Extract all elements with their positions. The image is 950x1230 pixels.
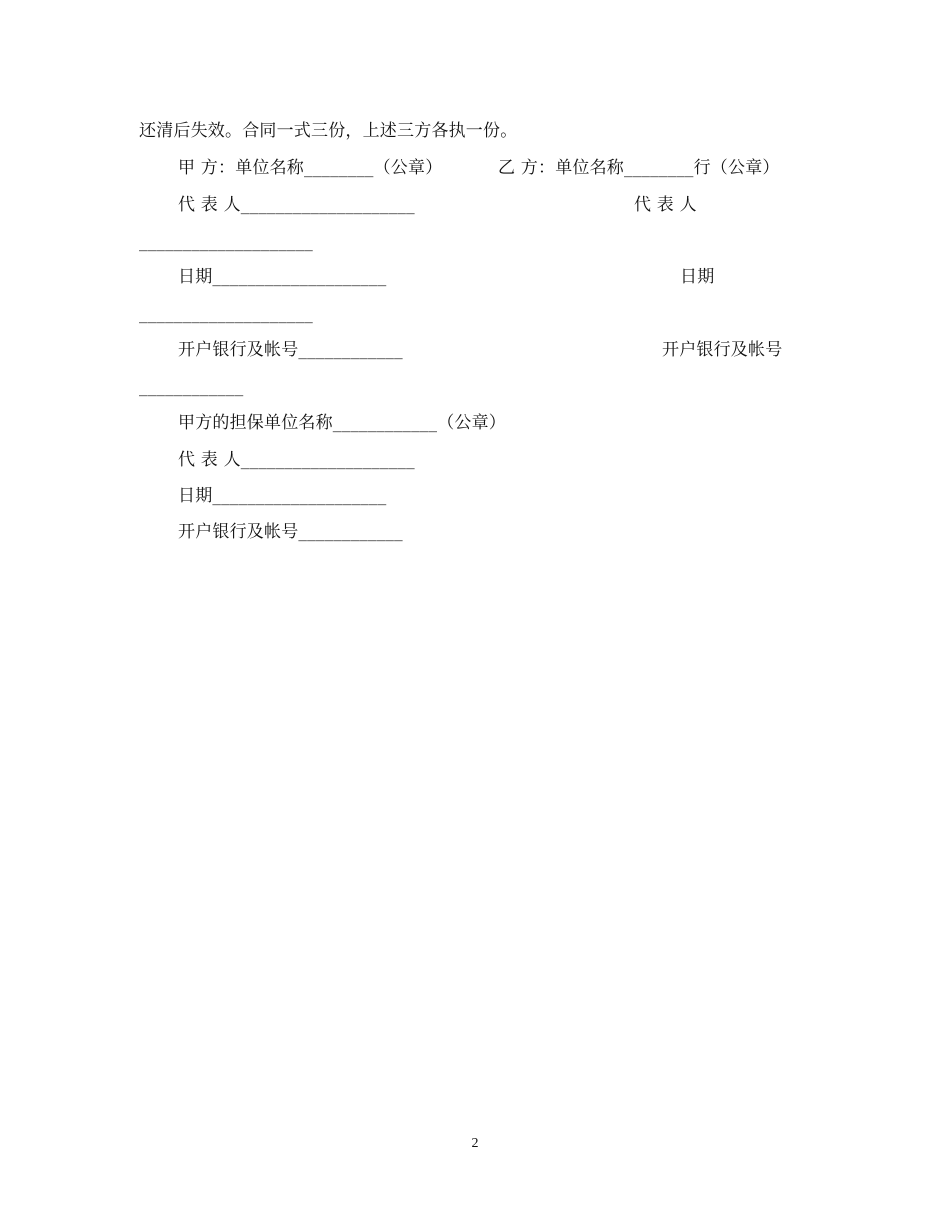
party-a-bank-account-line: 开户银行及帐号____________ bbox=[178, 340, 403, 360]
closing-paragraph-line: 还清后失效。合同一式三份，上述三方各执一份。 bbox=[139, 121, 518, 141]
guarantor-unit-name-line: 甲方的担保单位名称____________（公章） bbox=[178, 413, 506, 433]
party-b-unit-name-line: 乙 方：单位名称________行（公章） bbox=[498, 158, 780, 178]
party-b-date-blank: ____________________ bbox=[139, 304, 313, 324]
party-a-unit-name-line: 甲 方：单位名称________（公章） bbox=[178, 158, 443, 178]
party-b-bank-account-blank: ____________ bbox=[139, 377, 244, 397]
party-b-representative-blank: ____________________ bbox=[139, 232, 313, 252]
guarantor-representative-line: 代 表 人____________________ bbox=[178, 450, 415, 470]
page-number: 2 bbox=[471, 1136, 479, 1151]
party-b-representative-label: 代 表 人 bbox=[634, 195, 697, 215]
party-b-bank-account-label: 开户银行及帐号 bbox=[662, 340, 783, 360]
guarantor-bank-account-line: 开户银行及帐号____________ bbox=[178, 522, 403, 542]
guarantor-date-line: 日期____________________ bbox=[178, 486, 387, 506]
party-a-representative-line: 代 表 人____________________ bbox=[178, 195, 415, 215]
party-a-date-line: 日期____________________ bbox=[178, 267, 387, 287]
party-b-date-label: 日期 bbox=[680, 267, 715, 287]
